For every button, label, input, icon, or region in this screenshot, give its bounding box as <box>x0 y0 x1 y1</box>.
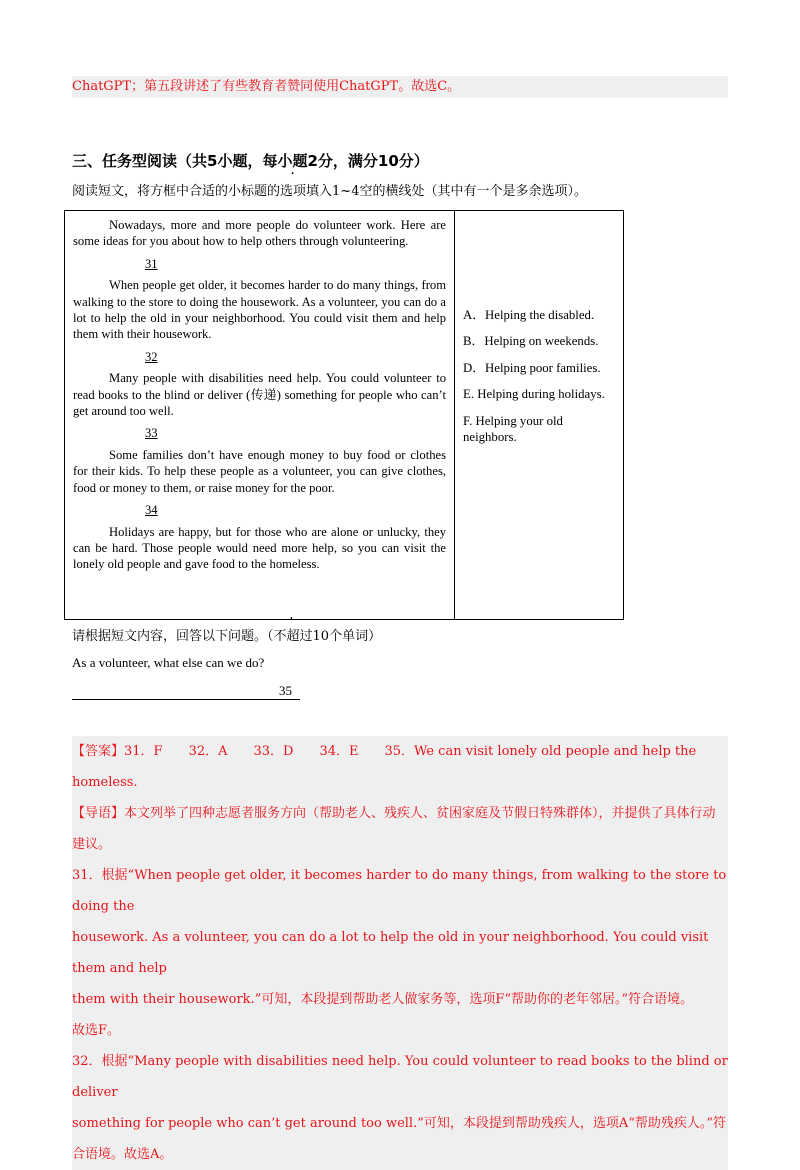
option-a: A．Helping the disabled. <box>463 308 595 322</box>
passage-paragraph-4: Holidays are happy, but for those who are alone or unlucky, they can be hard. Those people would need more help, so you can visit the lonely old people and gave food to the homeless. <box>73 524 446 572</box>
instruction-dotted-text: 选项 <box>280 184 307 199</box>
answer-34: 34．E <box>319 744 359 759</box>
passage-paragraph-3: Some families don’t have enough money to buy food or clothes for their kids. To help these people as a volunteer, you can give clothes, food or money to them, or raise money for the poor. <box>73 447 446 495</box>
option-b: B．Helping on weekends. <box>463 334 599 349</box>
passage-paragraph-2: Many people with disabilities need help. You could volunteer to read books to the blind or deliver (传递) something for people who can’t get around too well. <box>73 371 446 419</box>
passage-paragraph-1: When people get older, it becomes harder to do many things, from walking to the store to doing the housework. As a volunteer, you can do a lot to help the old in your neighborhood. You could visit them and help them with their housework. <box>73 278 446 342</box>
answer-31: 【答案】31．F <box>72 744 163 759</box>
blank-34: 34 <box>145 503 158 518</box>
explanation-32-line-3: 合语境。故选A。 <box>72 1147 173 1162</box>
explanation-31-line-2: housework. As a volunteer, you can do a lot to help the old in your neighborhood. You could visit them and help <box>72 930 709 976</box>
task-reading-table <box>64 210 624 620</box>
answer-explanation-block <box>72 736 728 1170</box>
option-d: D．Helping poor families. <box>463 360 601 375</box>
explanation-32-line-2: something for people who can’t get around too well.”可知，本段提到帮助残疾人，选项A“帮助残疾人。”符 <box>72 1116 727 1131</box>
option-f: F. Helping your old neighbors. <box>463 413 563 445</box>
blank-31: 31 <box>145 256 158 271</box>
answer-32: 32．A <box>188 744 228 759</box>
section-title: 三、任务型阅读（共5小题，每小题2分，满分10分） <box>72 152 429 170</box>
explanation-31-line-4: 故选F。 <box>72 1023 121 1038</box>
answer-blank-35: 35 <box>72 683 300 700</box>
question-instruction <box>72 625 381 644</box>
explanation-31-line-1: 31．根据“When people get older, it becomes harder to do many things, from walking to the store to doing the <box>72 868 727 914</box>
question-instruction-dotted: 不超过 <box>273 629 313 644</box>
guide-text: 【导语】本文列举了四种志愿者服务方向（帮助老人、残疾人、贫困家庭及节假日特殊群体），并提供了具体行动建议。 <box>72 806 716 852</box>
question-instruction-before: 请根据短文内容，回答以下问题。（ <box>72 629 274 644</box>
instruction-text-before: 阅读短文，将方框中合适的小标题的 <box>72 184 281 199</box>
blank-32: 32 <box>145 349 158 364</box>
answer-35: 35．We can visit lonely old people and help the homeless. <box>72 744 697 790</box>
option-e: E. Helping during holidays. <box>463 387 605 402</box>
previous-answer-line: ChatGPT；第五段讲述了有些教育者赞同使用ChatGPT。故选C。 <box>72 76 728 98</box>
instruction-text-after: 填入1~4空的横线处（其中有一个是多余选项）。 <box>306 184 587 199</box>
question-instruction-after: 10个单词） <box>312 629 382 644</box>
explanation-31-line-3: them with their housework.”可知，本段提到帮助老人做家务等，选项F“帮助你的老年邻居。”符合语境。 <box>72 992 694 1007</box>
options-cell <box>455 211 623 619</box>
explanation-32-line-1: 32．根据“Many people with disabilities need help. You could volunteer to read books to the blind or deliver <box>72 1054 728 1100</box>
blank-33: 33 <box>145 426 158 441</box>
question-35: As a volunteer, what else can we do? <box>72 655 265 670</box>
passage-intro: Nowadays, more and more people do volunteer work. Here are some ideas for you about how to help others through volunteering. <box>73 218 446 249</box>
section-instruction <box>72 180 587 199</box>
answer-33: 33．D <box>253 744 294 759</box>
passage-cell <box>65 211 455 619</box>
answer-key-line <box>72 736 728 798</box>
